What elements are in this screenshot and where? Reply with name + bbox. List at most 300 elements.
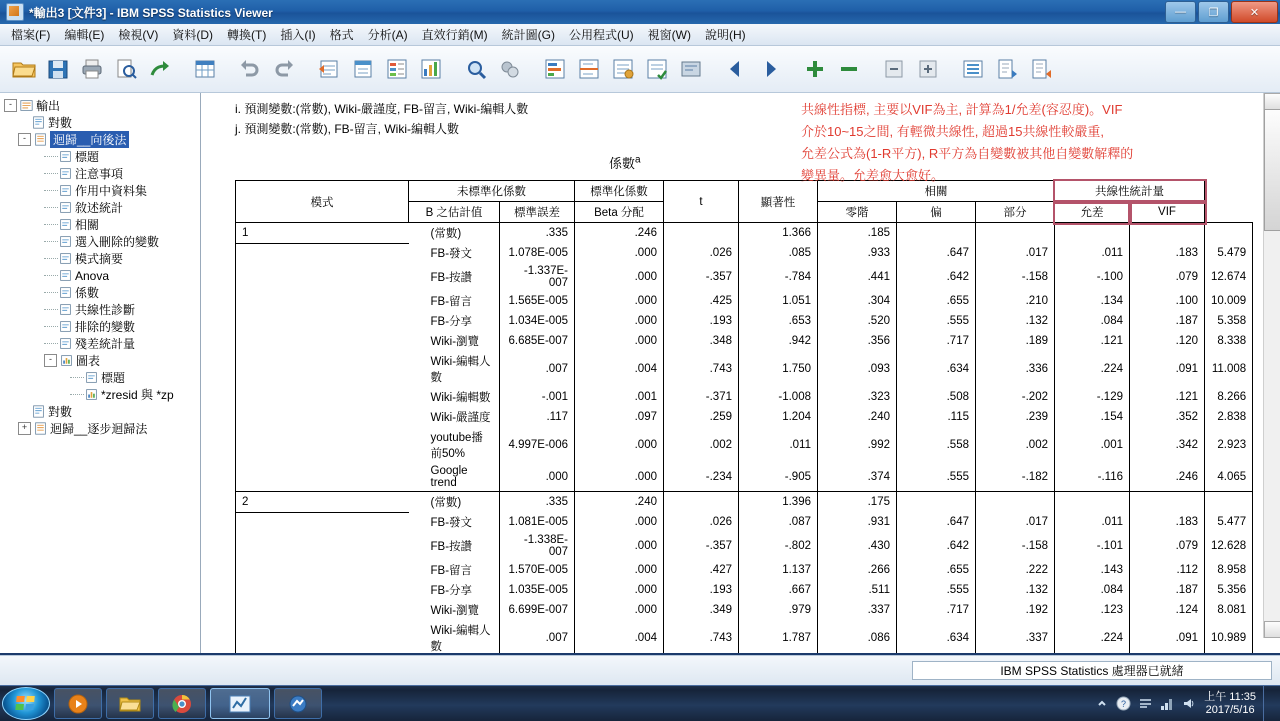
cell-b: .007: [500, 351, 575, 387]
sidebar-item-label: 模式摘要: [75, 252, 124, 266]
cell-beta: .193: [664, 311, 739, 331]
header-beta: Beta 分配: [575, 202, 664, 223]
print-icon[interactable]: [76, 53, 108, 85]
cell-zero-order: .647: [897, 512, 976, 532]
sidebar-item-notes[interactable]: [4, 165, 198, 182]
table-row: [236, 620, 1253, 653]
sidebar-item-label: 標題: [75, 150, 100, 164]
cell-zero-order: .647: [897, 243, 976, 263]
cell-partial: .017: [976, 512, 1055, 532]
annotation-line-3: 允差公式為(1-R平方), R平方為自變數被其他自變數解釋的: [801, 146, 1134, 161]
cell-partial: [976, 492, 1055, 513]
cell-variable: (常數): [409, 492, 500, 513]
cell-se: .000: [575, 532, 664, 560]
cell-t: .085: [739, 243, 818, 263]
cell-variable: FB-分享: [409, 311, 500, 331]
cell-se: .097: [575, 407, 664, 427]
sidebar-item-label: 迴歸__逐步迴歸法: [50, 422, 148, 436]
table-icon: [59, 252, 72, 265]
export-icon[interactable]: [144, 53, 176, 85]
variables-icon[interactable]: [381, 53, 413, 85]
cell-tolerance: [1130, 223, 1205, 244]
undo-icon[interactable]: [234, 53, 266, 85]
cell-model: 2: [236, 492, 409, 513]
regression-toggle[interactable]: -: [18, 133, 31, 146]
cell-partial: .132: [976, 311, 1055, 331]
cell-beta: .026: [664, 512, 739, 532]
clock[interactable]: [1204, 691, 1256, 717]
table-icon: [59, 286, 72, 299]
menu-item-graphs[interactable]: 統計圖(G): [501, 28, 555, 42]
promote-icon[interactable]: [799, 53, 831, 85]
cell-model: [236, 291, 409, 311]
sidebar-item-label: 作用中資料集: [75, 184, 148, 198]
output-content: [201, 93, 1261, 653]
cell-tolerance: .112: [1130, 560, 1205, 580]
cell-beta: .427: [664, 560, 739, 580]
goto-case-icon[interactable]: [347, 53, 379, 85]
sidebar-item-charts[interactable]: [4, 352, 198, 369]
window-controls: [1165, 1, 1278, 23]
cell-model: [236, 263, 409, 291]
insert-chart-icon[interactable]: [539, 53, 571, 85]
cell-sig: .093: [818, 351, 897, 387]
cell-b: -1.337E-007: [500, 263, 575, 291]
log-icon: [32, 405, 45, 418]
cell-part: .084: [1055, 580, 1130, 600]
cell-model: [236, 351, 409, 387]
show-icon[interactable]: [957, 53, 989, 85]
output-viewer-pane[interactable]: [201, 93, 1280, 653]
print-preview-icon[interactable]: [110, 53, 142, 85]
cell-partial: .132: [976, 580, 1055, 600]
cell-variable: (常數): [409, 223, 500, 244]
menu-item-insert[interactable]: 插入(I): [280, 28, 316, 42]
dialog-recall-icon[interactable]: [1025, 53, 1057, 85]
cell-model: [236, 560, 409, 580]
weight-cases-icon[interactable]: [607, 53, 639, 85]
cell-tolerance: .121: [1130, 387, 1205, 407]
clock-time: 上午 11:35: [1204, 690, 1256, 703]
menu-item-data[interactable]: 資料(D): [172, 28, 213, 42]
demote-icon[interactable]: [833, 53, 865, 85]
cell-tolerance: .079: [1130, 263, 1205, 291]
show-desktop-button[interactable]: [1263, 686, 1272, 721]
cell-t: -.784: [739, 263, 818, 291]
cell-se: .004: [575, 351, 664, 387]
cell-vif: 12.628: [1205, 532, 1253, 560]
menu-item-analyze[interactable]: 分析(A): [367, 28, 408, 42]
cell-zero-order: .655: [897, 560, 976, 580]
cell-tolerance: .352: [1130, 407, 1205, 427]
cell-se: .000: [575, 331, 664, 351]
cell-se: .000: [575, 243, 664, 263]
cell-tolerance: .342: [1130, 427, 1205, 463]
cell-zero-order: .508: [897, 387, 976, 407]
cell-t: -1.008: [739, 387, 818, 407]
sidebar-item-model-summary[interactable]: [4, 250, 198, 267]
cell-b: .335: [500, 492, 575, 513]
table-row: [236, 532, 1253, 560]
cell-t: .087: [739, 512, 818, 532]
cell-sig: .337: [818, 600, 897, 620]
cell-zero-order: .558: [897, 427, 976, 463]
sidebar-item-active-dataset[interactable]: [4, 182, 198, 199]
scroll-up-button[interactable]: [1264, 93, 1280, 110]
cell-tolerance: .120: [1130, 331, 1205, 351]
cell-sig: .441: [818, 263, 897, 291]
cell-zero-order: .555: [897, 311, 976, 331]
table-row: [236, 463, 1253, 492]
table-row: [236, 512, 1253, 532]
cell-part: [1055, 492, 1130, 513]
sidebar-item-label: 相關: [75, 218, 100, 232]
collapse-icon[interactable]: [878, 53, 910, 85]
cell-se: .000: [575, 600, 664, 620]
table-row: [236, 560, 1253, 580]
cell-variable: Wiki-編輯數: [409, 387, 500, 407]
data-editor-icon[interactable]: [189, 53, 221, 85]
cell-b: 4.997E-006: [500, 427, 575, 463]
title-icon: [59, 150, 72, 163]
vertical-scroll-thumb[interactable]: [1264, 109, 1280, 231]
clock-date: 2017/5/16: [1205, 703, 1255, 716]
sidebar-item-regression-backward[interactable]: [4, 131, 198, 148]
table-row: [236, 427, 1253, 463]
menu-item-view[interactable]: 檢視(V): [118, 28, 159, 42]
sidebar-item-excluded-variables[interactable]: [4, 318, 198, 335]
annotation-line-4: 變異量。允差愈大愈好。: [801, 168, 945, 183]
cell-sig: .304: [818, 291, 897, 311]
cell-beta: .349: [664, 600, 739, 620]
cell-se: .246: [575, 223, 664, 244]
taskbar-item-app[interactable]: [274, 688, 322, 719]
cell-tolerance: .246: [1130, 463, 1205, 492]
cell-vif: 10.989: [1205, 620, 1253, 653]
taskbar-item-explorer[interactable]: [106, 688, 154, 719]
table-row: [236, 263, 1253, 291]
run-descriptives-icon[interactable]: [415, 53, 447, 85]
cell-tolerance: .124: [1130, 600, 1205, 620]
taskbar: [0, 685, 1280, 721]
taskbar-item-spss-viewer[interactable]: [210, 688, 270, 719]
cell-se: .000: [575, 291, 664, 311]
cell-vif: 5.479: [1205, 243, 1253, 263]
outline-root[interactable]: [4, 97, 198, 114]
annotation-line-1: 共線性指標, 主要以VIF為主, 計算為1/允差(容忍度)。VIF: [801, 102, 1123, 117]
table-row: [236, 351, 1253, 387]
cell-model: [236, 512, 409, 532]
output-icon: [34, 422, 47, 435]
cell-model: [236, 580, 409, 600]
cell-t: -.802: [739, 532, 818, 560]
cell-variable: Wiki-嚴謹度: [409, 407, 500, 427]
cell-vif: [1205, 223, 1253, 244]
cell-se: .001: [575, 387, 664, 407]
redo-icon[interactable]: [268, 53, 300, 85]
cell-tolerance: .091: [1130, 351, 1205, 387]
sidebar-item-descriptives[interactable]: [4, 199, 198, 216]
cell-beta: .259: [664, 407, 739, 427]
sidebar-item-log-1[interactable]: [4, 114, 198, 131]
sidebar-item-zresid-chart[interactable]: [4, 386, 198, 403]
table-row: [236, 243, 1253, 263]
cell-b: 6.685E-007: [500, 331, 575, 351]
cell-vif: 8.266: [1205, 387, 1253, 407]
cell-t: .667: [739, 580, 818, 600]
menu-item-direct-marketing[interactable]: 直效行銷(M): [421, 28, 488, 42]
menu-item-transform[interactable]: 轉換(T): [227, 28, 267, 42]
goto-data-icon[interactable]: [313, 53, 345, 85]
cell-variable: FB-發文: [409, 512, 500, 532]
cell-part: .084: [1055, 311, 1130, 331]
sidebar-item-variables-entered-removed[interactable]: [4, 233, 198, 250]
chart-icon: [85, 388, 98, 401]
cell-tolerance: .100: [1130, 291, 1205, 311]
cell-zero-order: .555: [897, 463, 976, 492]
show-hidden-icons-icon[interactable]: [1094, 696, 1109, 711]
regression-stepwise-toggle[interactable]: +: [18, 422, 31, 435]
cell-vif: 8.338: [1205, 331, 1253, 351]
open-icon[interactable]: [8, 53, 40, 85]
table-row: [236, 387, 1253, 407]
cell-part: .011: [1055, 243, 1130, 263]
root-toggle[interactable]: -: [4, 99, 17, 112]
cell-se: .000: [575, 463, 664, 492]
value-labels-icon[interactable]: [675, 53, 707, 85]
header-partial: 偏: [897, 202, 976, 223]
cell-t: 1.396: [739, 492, 818, 513]
hide-icon[interactable]: [991, 53, 1023, 85]
cell-t: -.905: [739, 463, 818, 492]
cell-variable: Wiki-編輯人數: [409, 620, 500, 653]
cell-b: .000: [500, 463, 575, 492]
cell-part: .001: [1055, 427, 1130, 463]
annotation-line-2: 介於10~15之間, 有輕微共線性, 超過15共線性較嚴重,: [801, 124, 1105, 139]
cell-sig: .266: [818, 560, 897, 580]
cell-zero-order: .115: [897, 407, 976, 427]
cell-variable: FB-分享: [409, 580, 500, 600]
header-model: 模式: [236, 181, 409, 223]
cell-zero-order: .717: [897, 331, 976, 351]
table-row: [236, 407, 1253, 427]
table-icon: [59, 201, 72, 214]
cell-b: 1.035E-005: [500, 580, 575, 600]
cell-zero-order: .642: [897, 532, 976, 560]
cell-part: .011: [1055, 512, 1130, 532]
cell-b: 1.570E-005: [500, 560, 575, 580]
sidebar-item-label: 敘述統計: [75, 201, 124, 215]
cell-beta: .193: [664, 580, 739, 600]
cell-sig: .086: [818, 620, 897, 653]
sidebar-item-anova[interactable]: [4, 267, 198, 284]
cell-b: 6.699E-007: [500, 600, 575, 620]
cell-tolerance: .183: [1130, 512, 1205, 532]
table-title-superscript: a: [635, 154, 641, 166]
cell-beta: -.357: [664, 263, 739, 291]
header-se: 標準誤差: [500, 202, 575, 223]
menu-item-file[interactable]: 檔案(F): [11, 28, 51, 42]
header-zero-order: 零階: [818, 202, 897, 223]
cell-b: .117: [500, 407, 575, 427]
menu-item-format[interactable]: 格式: [329, 28, 354, 42]
maximize-button[interactable]: ❐: [1198, 1, 1229, 23]
cell-t: .653: [739, 311, 818, 331]
table-icon: [59, 235, 72, 248]
cell-part: -.116: [1055, 463, 1130, 492]
chart-folder-icon: [60, 354, 73, 367]
cell-t: .942: [739, 331, 818, 351]
table-row: [236, 580, 1253, 600]
table-row: [236, 311, 1253, 331]
cell-t: 1.051: [739, 291, 818, 311]
cell-partial: .336: [976, 351, 1055, 387]
split-file-icon[interactable]: [573, 53, 605, 85]
cell-sig: .520: [818, 311, 897, 331]
coefficients-table[interactable]: [235, 180, 1253, 653]
find-icon[interactable]: [460, 53, 492, 85]
cell-model: [236, 387, 409, 407]
back-icon[interactable]: [720, 53, 752, 85]
cell-se: .000: [575, 580, 664, 600]
cell-tolerance: .187: [1130, 311, 1205, 331]
cell-zero-order: .655: [897, 291, 976, 311]
cell-model: [236, 600, 409, 620]
header-correlations: 相關: [818, 181, 1055, 202]
sidebar-item-chart-title[interactable]: [4, 369, 198, 386]
cell-t: .979: [739, 600, 818, 620]
cell-b: .007: [500, 620, 575, 653]
annotation-text: [801, 99, 1271, 187]
cell-sig: .323: [818, 387, 897, 407]
menu-item-edit[interactable]: 編輯(E): [64, 28, 105, 42]
cell-part: .224: [1055, 351, 1130, 387]
cell-beta: .743: [664, 620, 739, 653]
cell-vif: 4.065: [1205, 463, 1253, 492]
taskbar-item-chrome[interactable]: [158, 688, 206, 719]
cell-partial: .189: [976, 331, 1055, 351]
cell-zero-order: .555: [897, 580, 976, 600]
cell-model: [236, 532, 409, 560]
log-icon: [32, 116, 45, 129]
title-icon: [85, 371, 98, 384]
charts-toggle[interactable]: -: [44, 354, 57, 367]
sidebar-item-log-2[interactable]: [4, 403, 198, 420]
sidebar-item-label: 圖表: [76, 354, 101, 368]
cell-vif: 2.838: [1205, 407, 1253, 427]
close-button[interactable]: ✕: [1231, 1, 1278, 23]
forward-icon[interactable]: [754, 53, 786, 85]
table-row: [236, 331, 1253, 351]
table-row: [236, 291, 1253, 311]
cell-beta: -.357: [664, 532, 739, 560]
cell-vif: 8.081: [1205, 600, 1253, 620]
cell-b: .335: [500, 223, 575, 244]
minimize-button[interactable]: —: [1165, 1, 1196, 23]
table-icon: [59, 218, 72, 231]
menu-bar: [0, 24, 1280, 46]
menu-item-utilities[interactable]: 公用程式(U): [569, 28, 634, 42]
select-cases-icon[interactable]: [641, 53, 673, 85]
cell-tolerance: .079: [1130, 532, 1205, 560]
status-text: IBM SPSS Statistics 處理器已就緒: [912, 661, 1272, 680]
network-icon[interactable]: [1160, 696, 1175, 711]
sidebar-item-title-1[interactable]: [4, 148, 198, 165]
cell-variable: Wiki-編輯人數: [409, 351, 500, 387]
cell-partial: -.182: [976, 463, 1055, 492]
header-sig: 顯著性: [739, 181, 818, 223]
cell-vif: 10.009: [1205, 291, 1253, 311]
cell-sig: .931: [818, 512, 897, 532]
sidebar-item-label: 選入刪除的變數: [75, 235, 160, 249]
cell-tolerance: .183: [1130, 243, 1205, 263]
insert-cases-icon[interactable]: [494, 53, 526, 85]
footnote-i: i. 預測變數:(常數), Wiki-嚴謹度, FB-留言, Wiki-編輯人數: [235, 102, 529, 116]
header-unstandardized: 未標準化係數: [409, 181, 575, 202]
sidebar-item-label: 注意事項: [75, 167, 124, 181]
cell-t: 1.750: [739, 351, 818, 387]
cell-part: -.129: [1055, 387, 1130, 407]
action-center-icon[interactable]: [1138, 696, 1153, 711]
cell-part: -.100: [1055, 263, 1130, 291]
expand-icon[interactable]: [912, 53, 944, 85]
table-icon: [59, 303, 72, 316]
cell-variable: Wiki-瀏覽: [409, 600, 500, 620]
cell-tolerance: .187: [1130, 580, 1205, 600]
cell-partial: .222: [976, 560, 1055, 580]
sidebar-item-residuals-statistics[interactable]: [4, 335, 198, 352]
cell-model: [236, 243, 409, 263]
table-body: [236, 223, 1253, 654]
help-icon[interactable]: [1116, 696, 1131, 711]
cell-partial: .002: [976, 427, 1055, 463]
table-icon: [59, 320, 72, 333]
cell-sig: .175: [818, 492, 897, 513]
sidebar-item-coefficients[interactable]: [4, 284, 198, 301]
menu-item-help[interactable]: 說明(H): [705, 28, 746, 42]
cell-sig: .933: [818, 243, 897, 263]
cell-partial: -.202: [976, 387, 1055, 407]
sidebar-item-correlations[interactable]: [4, 216, 198, 233]
cell-vif: 8.958: [1205, 560, 1253, 580]
cell-beta: -.234: [664, 463, 739, 492]
cell-b: -.001: [500, 387, 575, 407]
cell-sig: .356: [818, 331, 897, 351]
cell-variable: FB-留言: [409, 291, 500, 311]
cell-t: 1.787: [739, 620, 818, 653]
vertical-scrollbar[interactable]: [1263, 93, 1280, 638]
save-icon[interactable]: [42, 53, 74, 85]
volume-icon[interactable]: [1182, 696, 1197, 711]
outline-pane[interactable]: [0, 93, 201, 653]
cell-b: 1.081E-005: [500, 512, 575, 532]
scroll-down-button[interactable]: [1264, 621, 1280, 638]
notes-icon: [59, 167, 72, 180]
sidebar-item-collinearity-diagnostics[interactable]: [4, 301, 198, 318]
taskbar-item-media-player[interactable]: [54, 688, 102, 719]
window-title: *輸出3 [文件3] - IBM SPSS Statistics Viewer: [29, 5, 273, 20]
sidebar-item-regression-stepwise[interactable]: [4, 420, 198, 437]
menu-item-window[interactable]: 視窗(W): [647, 28, 691, 42]
table-row: [236, 600, 1253, 620]
cell-se: .004: [575, 620, 664, 653]
sidebar-item-label: Anova: [75, 268, 110, 283]
cell-t: 1.204: [739, 407, 818, 427]
cell-variable: Wiki-瀏覽: [409, 331, 500, 351]
cell-b: -1.338E-007: [500, 532, 575, 560]
cell-part: .143: [1055, 560, 1130, 580]
start-button[interactable]: [2, 687, 50, 720]
